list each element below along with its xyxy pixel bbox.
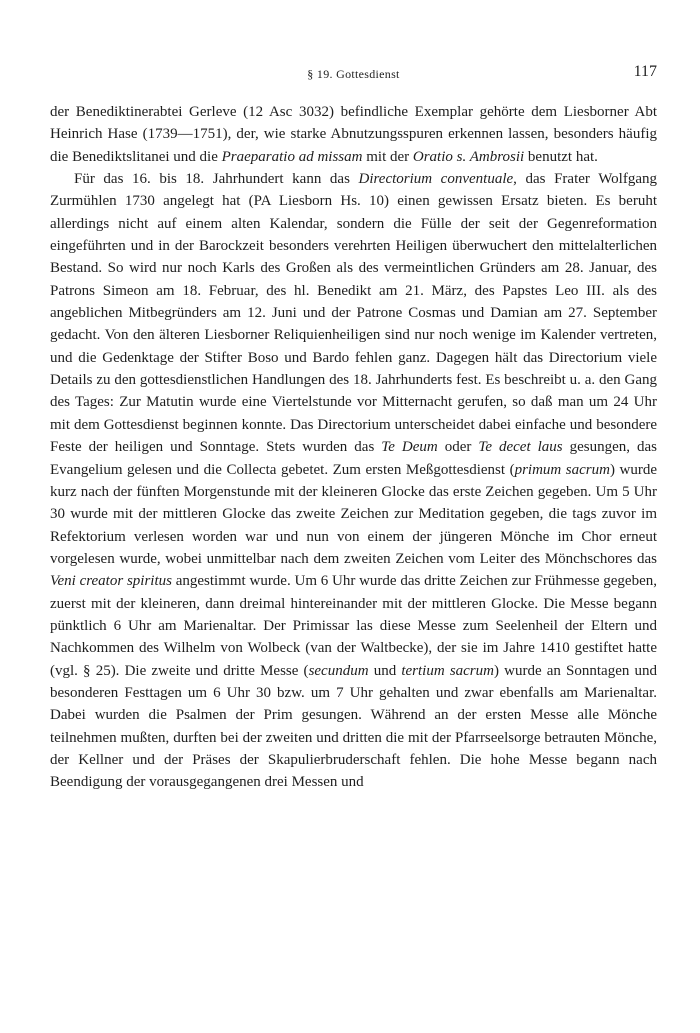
text-run: der Benediktinerabtei Gerleve (12 Asc 3032) befindliche Exemplar gehörte dem Liesborner Abt Heinrich Hase (1739—1751), der, wie starke Abnutzungsspuren erkennen lassen, besonders häufig die Benediktslitanei und die xyxy=(50,104,657,165)
italic-title: Directorium conventuale xyxy=(358,171,514,188)
text-run: mit der xyxy=(362,148,413,165)
italic-term: Te Deum xyxy=(381,439,438,456)
paragraph-directorium xyxy=(50,168,657,794)
italic-term: tertium sacrum xyxy=(401,662,494,679)
italic-title: Praeparatio ad missam xyxy=(221,148,363,165)
italic-term: primum sacrum xyxy=(514,461,610,478)
paragraph-continued xyxy=(50,101,657,168)
body-text xyxy=(50,101,657,794)
italic-title: Oratio s. Ambrosii xyxy=(412,148,525,165)
text-run: ) wurde an Sonntagen und besonderen Festtagen um 6 Uhr 30 bzw. um 7 Uhr gehalten und zwar ebenfalls am Marienaltar. Dabei wurden die Psalmen der Prim gesungen. Während an der ersten Messe alle Mönche teilnehmen mußten, durften bei der zweiten und dritten die mit der Pfarrseelsorge betrauten Mönche, der Kellner und der Präses der Skapulierbruderschaft fehlen. Die hohe Messe begann nach Beendigung der vorausgegangenen drei Messen und xyxy=(50,662,658,791)
running-head xyxy=(50,63,657,85)
text-run: oder xyxy=(437,439,479,456)
text-run: angestimmt wurde. Um 6 Uhr wurde das dritte Zeichen zur Frühmesse gegeben, zuerst mit der kleineren, dann dreimal hintereinander mit der mittleren Glocke. Die Messe begann pünktlich 6 Uhr am Marienaltar. Der Primissar las diese Messe zum Seelenheil der Eltern und Nachkommen des Wilhelm von Wolbeck (van der Waltbecke), der sie im Jahre 1410 gestiftet hatte (vgl. § 25). Die zweite und dritte Messe ( xyxy=(50,573,657,679)
text-run: gesungen, das Evangelium gelesen und die Collecta gebetet. Zum ersten Meßgottesdienst ( xyxy=(50,439,657,478)
text-run: benutzt hat. xyxy=(524,148,598,165)
text-run: , das Frater Wolfgang Zurmühlen 1730 angelegt hat (PA Liesborn Hs. 10) einen gewissen Ersatz bieten. Es beruht allerdings nicht auf einem alten Kalendar, sondern die Fülle der seit der Gegenreformation eingeführten und in der Barockzeit besonders verehrten Heiligen überwuchert den mittelalterlichen Bestand. So wird nur noch Karls des Großen als des vermeintlichen Gründers am 28. Januar, des Patrons Simeon am 18. Februar, des hl. Benedikt am 21. März, des Papstes Leo III. als des angeblichen Mitbegründers am 12. Juni und der Patrone Cosmas und Damian am 27. September gedacht. Von den älteren Liesborner Reliquienheiligen sind nur noch wenige im Kalender vertreten, und die Gedenktage der Stifter Boso und Bardo fehlen ganz. Dagegen hält das Directorium viele Details zu den gottesdienstlichen Handlungen des 18. Jahrhunderts fest. Es beschreibt u. a. den Gang des Tages: Zur Matutin wurde eine Viertelstunde vor Mitternacht gerufen, so daß man um 24 Uhr mit dem Gottesdienst beginnen konnte. Das Directorium unterscheidet dabei einfache und besondere Feste der heiligen und Sonntage. Stets wurden das xyxy=(50,171,657,456)
text-run: ) wurde kurz nach der fünften Morgenstunde mit der kleineren Glocke das erste Zeichen gegeben. Um 5 Uhr 30 wurde mit der mittleren Glocke das zweite Zeichen zur Meditation gegeben, die tags zuvor im Refektorium verlesen worden war und nun von einem der jüngeren Mönche im Chor erneut vorgelesen wurde, wobei unmittelbar nach dem zweiten Zeichen vom Leiter des Mönchschores das xyxy=(50,461,657,567)
text-run: Für das 16. bis 18. Jahrhundert kann das xyxy=(74,171,359,188)
page-number: 117 xyxy=(633,63,657,80)
text-run: und xyxy=(368,662,402,679)
italic-term: secundum xyxy=(308,662,369,679)
italic-term: Te decet laus xyxy=(478,439,563,456)
italic-term: Veni creator spiritus xyxy=(50,573,172,590)
section-title: § 19. Gottesdienst xyxy=(307,67,400,81)
